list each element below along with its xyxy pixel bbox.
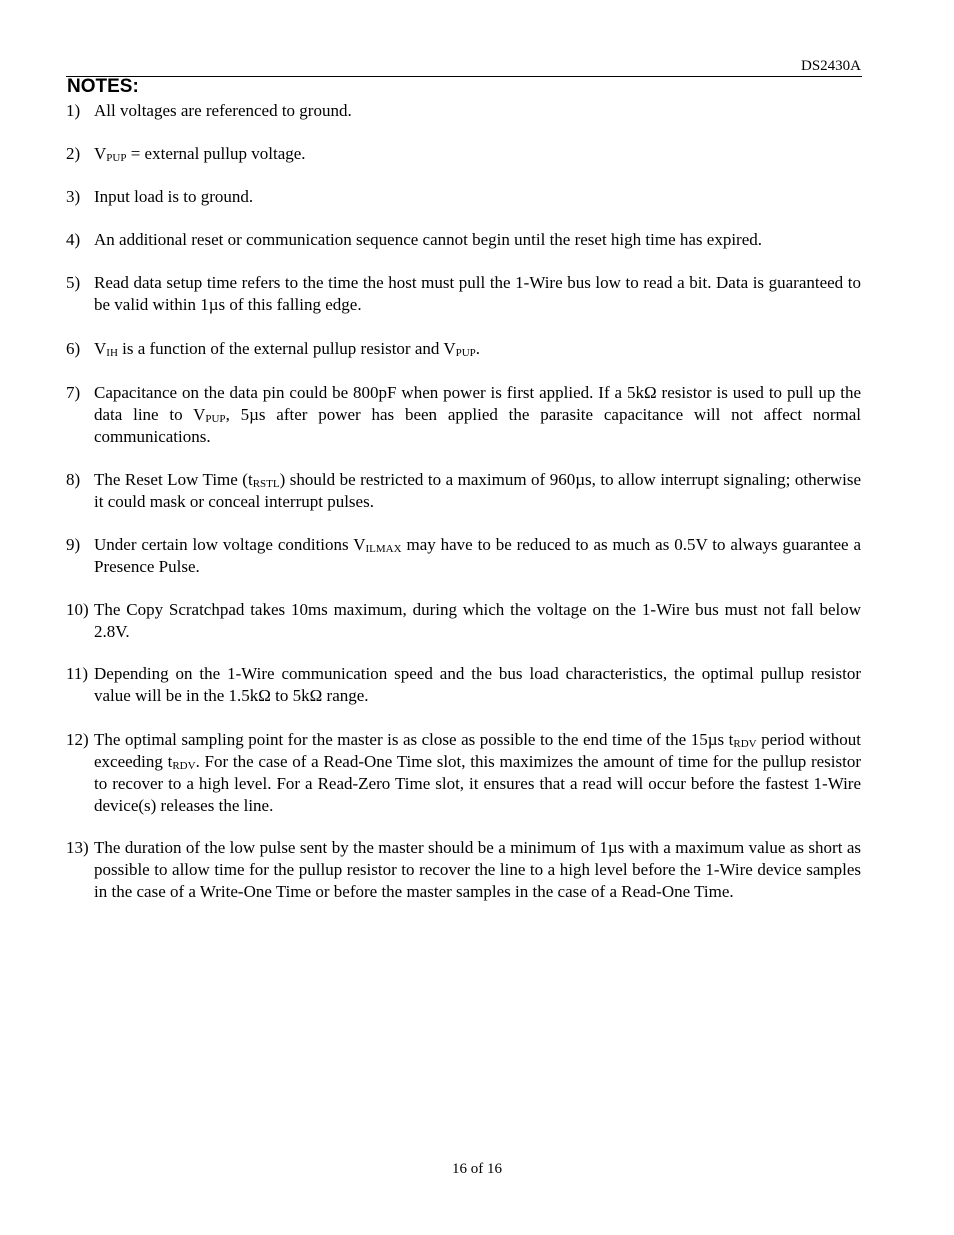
note-text bbox=[94, 729, 861, 817]
text-run: The optimal sampling point for the master is as close as possible to the end time of the 15µs t bbox=[94, 730, 734, 749]
note-number: 5) bbox=[66, 273, 81, 292]
note-item bbox=[66, 837, 861, 903]
note-item bbox=[66, 534, 861, 578]
text-run: V bbox=[94, 339, 107, 358]
note-text bbox=[94, 382, 861, 448]
subscript: PUP bbox=[106, 152, 127, 164]
note-number: 1) bbox=[66, 101, 81, 120]
text-run: An additional reset or communication sequence cannot begin until the reset high time has expired. bbox=[94, 230, 762, 249]
text-run: Read data setup time refers to the time the host must pull the 1-Wire bus low to read a bit. Data is guaranteed to be valid within 1µs of this falling edge. bbox=[94, 273, 861, 314]
subscript: RDV bbox=[172, 760, 196, 772]
note-item bbox=[66, 663, 861, 707]
text-run: period without exceeding t bbox=[94, 730, 861, 771]
note-item bbox=[66, 186, 861, 208]
text-run: Capacitance on the data pin could be 800pF when power is first applied. If a 5kΩ resistor is used to pull up the data line to V bbox=[94, 383, 861, 424]
text-run: , 5µs after power has been applied the parasite capacitance will not affect normal communications. bbox=[94, 405, 861, 446]
text-run: Depending on the 1-Wire communication speed and the bus load characteristics, the optimal pullup resistor value will be in the 1.5kΩ to 5kΩ range. bbox=[94, 664, 861, 705]
note-number: 8) bbox=[66, 470, 81, 489]
document-id: DS2430A bbox=[800, 58, 861, 74]
text-run: is a function of the external pullup resistor and V bbox=[117, 339, 456, 358]
note-text bbox=[94, 100, 861, 122]
note-number: 12) bbox=[66, 730, 89, 749]
subscript: IH bbox=[106, 347, 118, 359]
note-number: 2) bbox=[66, 144, 81, 163]
note-text bbox=[94, 272, 861, 316]
text-run: . For the case of a Read-One Time slot, this maximizes the amount of time for the pullup resistor to recover to a high level. For a Read-Zero Time slot, it ensures that a read will occur before the fastest 1-Wire device(s) releases the line. bbox=[94, 752, 861, 815]
note-item bbox=[66, 469, 861, 513]
subscript: RSTL bbox=[252, 478, 280, 490]
note-number: 7) bbox=[66, 383, 81, 402]
note-number: 6) bbox=[66, 339, 81, 358]
text-run: The Reset Low Time (t bbox=[94, 470, 253, 489]
subscript: PUP bbox=[205, 413, 226, 425]
note-text bbox=[94, 534, 861, 578]
text-run: The duration of the low pulse sent by the master should be a minimum of 1µs with a maximum value as short as possible to allow time for the pullup resistor to recover the line to a high level before the 1-Wire device samples in the case of a Write-One Time or before the master samples in the case of a Read-One Time. bbox=[94, 838, 861, 901]
note-number: 13) bbox=[66, 838, 89, 857]
subscript: PUP bbox=[455, 347, 476, 359]
note-number: 9) bbox=[66, 535, 81, 554]
note-text bbox=[94, 599, 861, 643]
text-run: = external pullup voltage. bbox=[126, 144, 306, 163]
notes-heading: NOTES: bbox=[67, 76, 139, 97]
note-number: 3) bbox=[66, 187, 81, 206]
note-text bbox=[94, 229, 861, 251]
text-run: All voltages are referenced to ground. bbox=[94, 101, 352, 120]
note-text bbox=[94, 837, 861, 903]
text-run: Input load is to ground. bbox=[94, 187, 254, 206]
text-run: V bbox=[94, 144, 107, 163]
note-item bbox=[66, 229, 861, 251]
note-item bbox=[66, 338, 861, 360]
note-text bbox=[94, 186, 861, 208]
note-item bbox=[66, 143, 861, 165]
page-number: 16 of 16 bbox=[452, 1161, 502, 1177]
text-run: may have to be reduced to as much as 0.5V to always guarantee a Presence Pulse. bbox=[94, 535, 862, 576]
header-rule bbox=[66, 76, 862, 77]
note-item bbox=[66, 100, 861, 122]
note-item bbox=[66, 729, 861, 817]
text-run: Under certain low voltage conditions V bbox=[94, 535, 366, 554]
text-run: . bbox=[475, 339, 481, 358]
note-text bbox=[94, 469, 861, 513]
subscript: RDV bbox=[733, 738, 757, 750]
note-text bbox=[94, 143, 861, 165]
subscript: ILMAX bbox=[365, 543, 402, 555]
note-item bbox=[66, 599, 861, 643]
text-run: ) should be restricted to a maximum of 960µs, to allow interrupt signaling; otherwise it could mask or conceal interrupt pulses. bbox=[94, 470, 861, 511]
note-number: 10) bbox=[66, 600, 89, 619]
note-item bbox=[66, 382, 861, 448]
note-text bbox=[94, 338, 861, 360]
text-run: The Copy Scratchpad takes 10ms maximum, during which the voltage on the 1-Wire bus must not fall below 2.8V. bbox=[94, 600, 861, 641]
note-text bbox=[94, 663, 861, 707]
note-number: 11) bbox=[66, 664, 89, 683]
note-item bbox=[66, 272, 861, 316]
note-number: 4) bbox=[66, 230, 81, 249]
